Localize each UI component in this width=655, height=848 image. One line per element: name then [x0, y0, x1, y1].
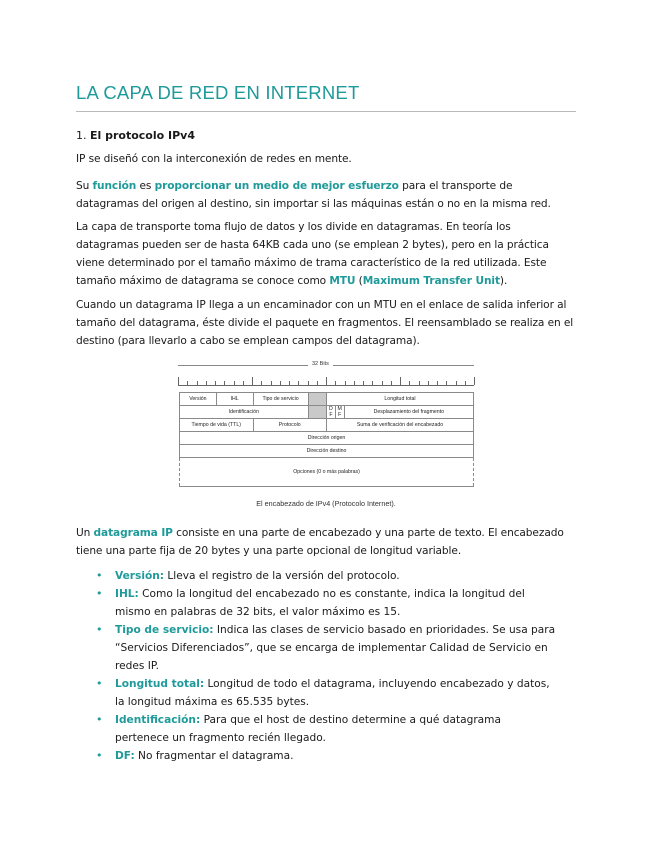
ruler-tick: [206, 381, 207, 385]
ruler-tick: [437, 381, 438, 385]
section-number: 1.: [76, 129, 87, 142]
ruler-tick: [409, 381, 410, 385]
ruler-tick: [187, 381, 188, 385]
field-df: D F: [327, 406, 336, 419]
paragraph-funcion: [76, 177, 576, 213]
ruler-tick: [465, 381, 466, 385]
ruler-tick: [261, 381, 262, 385]
ruler-tick: [391, 381, 392, 385]
list-item-label: Tipo de servicio:: [115, 624, 214, 636]
ruler-tick: [335, 381, 336, 385]
field-direccion-destino: Dirección destino: [180, 445, 474, 458]
field-flag-reserved: [308, 406, 326, 419]
ruler-tick: [428, 381, 429, 385]
ruler-tick: [289, 381, 290, 385]
list-item-label: Identificación:: [115, 714, 201, 726]
page-title: LA CAPA DE RED EN INTERNET: [76, 82, 360, 103]
ruler-tick: [224, 381, 225, 385]
list-item-text: No fragmentar el datagrama.: [134, 750, 294, 762]
list-item: [96, 747, 556, 765]
ruler-tick: [354, 381, 355, 385]
list-item: [96, 675, 556, 711]
ruler-tick: [474, 377, 475, 385]
field-tipo-servicio: Tipo de servicio: [253, 393, 308, 406]
section-label: El protocolo IPv4: [90, 129, 195, 142]
paragraph-datagrama: [76, 524, 576, 560]
text-run: ).: [499, 275, 508, 287]
text-run: Un: [76, 527, 94, 539]
ruler-tick: [456, 381, 457, 385]
ruler-tick: [243, 381, 244, 385]
list-item-label: DF:: [115, 750, 135, 762]
bit-ruler: [178, 377, 474, 386]
ruler-tick: [234, 381, 235, 385]
text-run: La capa de transporte toma flujo de datos y los divide en datagramas. En teoría los datagramas pueden ser de hasta 64KB cada uno (se emplean 2 bytes), pero en la práctica viene determinado por el tamaño máximo de trama característico de la red utilizada. Este tamaño máximo de datagrama se conoce como: [76, 221, 549, 287]
table-row: [180, 458, 474, 487]
table-row: [180, 406, 474, 419]
field-protocolo: Protocolo: [253, 419, 327, 432]
title-divider: [76, 111, 576, 112]
list-item-text: Longitud de todo el datagrama, incluyendo encabezado y datos, la longitud máxima es 65.535 bytes.: [115, 678, 550, 708]
paragraph-mtu: [76, 218, 576, 290]
list-item-text: Lleva el registro de la versión del protocolo.: [164, 570, 400, 582]
field-direccion-origen: Dirección origen: [180, 432, 474, 445]
ruler-tick: [271, 381, 272, 385]
ruler-tick: [280, 381, 281, 385]
field-mf: M F: [335, 406, 344, 419]
ruler-tick: [178, 377, 179, 385]
ruler-tick: [446, 381, 447, 385]
ruler-tick: [317, 381, 318, 385]
field-reserved: [308, 393, 326, 406]
ruler-tick: [363, 381, 364, 385]
field-opciones: Opciones (0 o más palabras): [180, 458, 474, 487]
highlight-mtu: MTU: [329, 275, 356, 287]
list-item: [96, 621, 556, 675]
list-item-label: IHL:: [115, 588, 139, 600]
table-row: [180, 432, 474, 445]
highlight-maximum-transfer-unit: Maximum Transfer Unit: [362, 275, 500, 287]
field-desplazamiento: Desplazamiento del fragmento: [344, 406, 473, 419]
table-row: [180, 445, 474, 458]
ruler-tick: [298, 381, 299, 385]
field-longitud-total: Longitud total: [327, 393, 474, 406]
ruler-tick: [400, 377, 401, 385]
figure-caption: El encabezado de IPv4 (Protocolo Internet).: [256, 499, 396, 508]
list-item: [96, 567, 556, 585]
field-ihl: IHL: [216, 393, 253, 406]
table-row: [180, 419, 474, 432]
list-item-label: Longitud total:: [115, 678, 205, 690]
ruler-tick: [382, 381, 383, 385]
ruler-tick: [326, 377, 327, 385]
ruler-tick: [372, 381, 373, 385]
field-suma-verificacion: Suma de verificación del encabezado: [327, 419, 474, 432]
ipv4-header-table: [179, 392, 474, 487]
paragraph-fragmentacion: Cuando un datagrama IP llega a un encaminador con un MTU en el enlace de salida inferior al tamaño del datagrama, éste divide el paquete en fragmentos. El reensamblado se realiza en el destino (para llevarlo a cabo se emplean campos del datagrama).: [76, 299, 574, 347]
bits-label: 32 Bits: [308, 361, 333, 367]
list-item-text: Indica las clases de servicio basado en prioridades. Se usa para “Servicios Diferenciados”, que se encarga de implementar Calidad de Servicio en redes IP.: [115, 624, 556, 672]
highlight-datagrama-ip: datagrama IP: [93, 527, 173, 539]
text-run: Su: [76, 180, 93, 192]
text-run: (: [355, 275, 363, 287]
paragraph-intro: IP se diseñó con la interconexión de redes en mente.: [76, 153, 352, 165]
text-run: es: [136, 180, 155, 192]
field-ttl: Tiempo de vida (TTL): [180, 419, 254, 432]
ruler-tick: [345, 381, 346, 385]
list-item: [96, 711, 556, 747]
text-run: para el transporte de datagramas del origen al destino, sin importar si las máquinas están o no en la misma red.: [76, 180, 551, 210]
field-version: Versión: [180, 393, 217, 406]
list-item-text: Para que el host de destino determine a qué datagrama pertenece un fragmento recién llegado.: [115, 714, 501, 744]
ruler-tick: [215, 381, 216, 385]
field-identificacion: Identificación: [180, 406, 309, 419]
highlight-mejor-esfuerzo: proporcionar un medio de mejor esfuerzo: [154, 180, 399, 192]
list-item: [96, 585, 556, 621]
list-item-label: Versión:: [115, 570, 165, 582]
section-heading: [76, 129, 195, 142]
ruler-tick: [197, 381, 198, 385]
list-item-text: Como la longitud del encabezado no es constante, indica la longitud del mismo en palabras de 32 bits, el valor máximo es 15.: [115, 588, 525, 618]
ruler-tick: [308, 381, 309, 385]
ruler-tick: [252, 377, 253, 385]
table-row: [180, 393, 474, 406]
field-list: [96, 567, 556, 765]
ruler-tick: [419, 381, 420, 385]
highlight-funcion: función: [92, 180, 137, 192]
text-run: consiste en una parte de encabezado y una parte de texto. El encabezado tiene una parte fija de 20 bytes y una parte opcional de longitud variable.: [76, 527, 564, 557]
